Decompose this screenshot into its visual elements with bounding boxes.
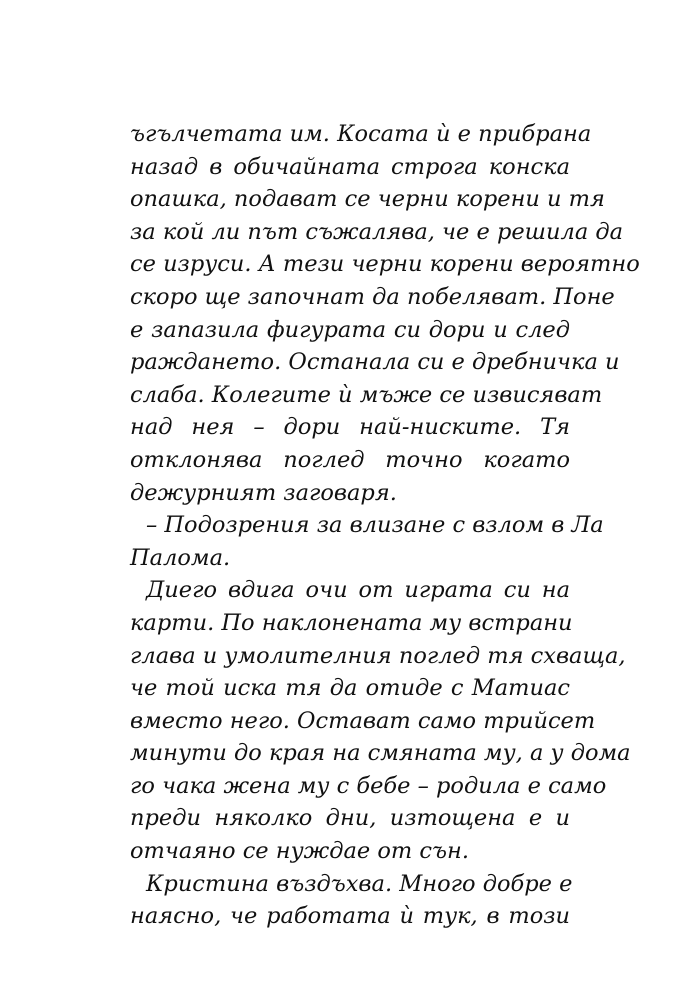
text-line: наясно, че работата ѝ тук, в този [130, 903, 570, 930]
text-line: слаба. Колегите ѝ мъже се извисяват [130, 381, 603, 408]
text-line: че той иска тя да отиде с Матиас [130, 675, 570, 702]
text-line: скоро ще започнат да побеляват. Поне [130, 283, 615, 310]
text-line: ъгълчетата им. Косата ѝ е прибрана [130, 121, 592, 147]
text-line-paragraph-end: дежурният заговаря. [130, 479, 397, 506]
text-line: назад в обичайната строга конска [130, 153, 570, 180]
text-line: за кой ли път съжалява, че е решила да [130, 218, 624, 245]
text-line: се изруси. А тези черни корени вероятно [130, 251, 640, 278]
text-line: минути до края на смяната му, а у дома [130, 740, 631, 767]
text-line-paragraph-end: отчаяно се нуждае от сън. [130, 838, 469, 865]
text-line-paragraph-end: Палома. [130, 544, 231, 571]
text-line: глава и умолителния поглед тя схваща, [130, 642, 626, 669]
text-line: преди няколко дни, изтощена е и [130, 805, 570, 832]
text-line: отклонява поглед точно когато [130, 446, 570, 473]
text-line: раждането. Останала си е дребничка и [130, 349, 620, 376]
text-line: над нея – дори най-ниските. Тя [130, 414, 570, 441]
body-text [130, 118, 640, 933]
text-line-paragraph-start: Диего вдига очи от играта си на [146, 577, 570, 604]
text-line: е запазила фигурата си дори и след [130, 316, 570, 343]
text-line: вместо него. Остават само трийсет [130, 707, 596, 734]
text-line-dialogue-start: – Подозрения за влизане с взлом в Ла [146, 512, 604, 539]
text-line: опашка, подават се черни корени и тя [130, 186, 605, 213]
text-line: карти. По наклонената му встрани [130, 609, 573, 636]
text-line-paragraph-start: Кристина въздъхва. Много добре е [146, 870, 573, 897]
text-line: го чака жена му с бебе – родила е само [130, 772, 607, 799]
